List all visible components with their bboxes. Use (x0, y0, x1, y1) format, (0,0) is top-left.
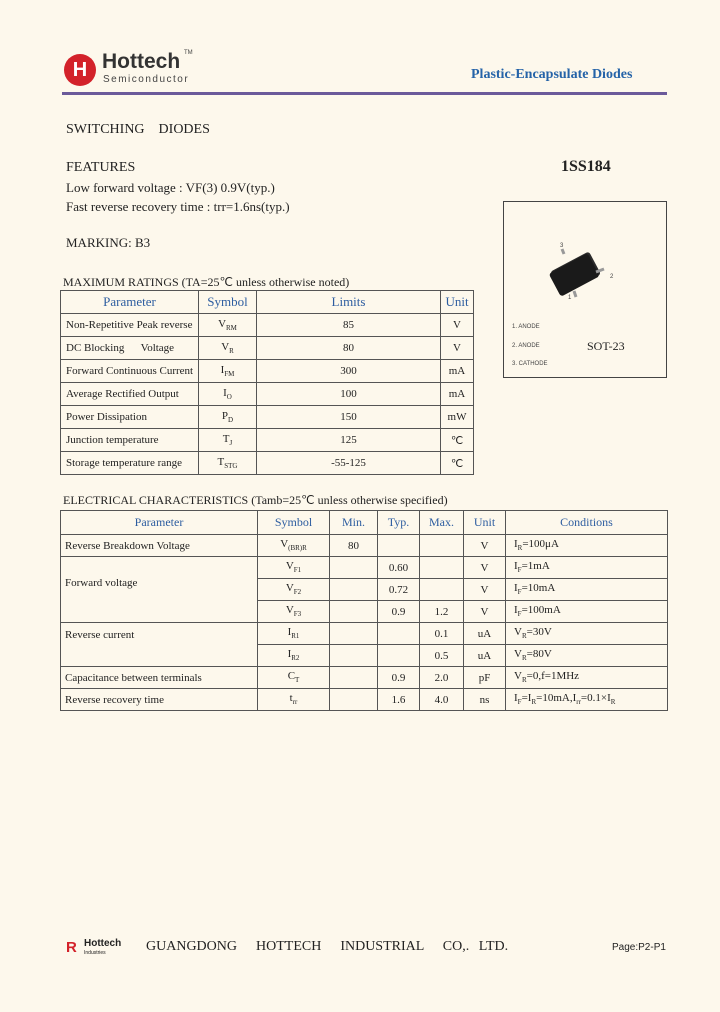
symbol-cell: $P_D$ (199, 406, 257, 429)
max-cell (420, 557, 464, 579)
limit-cell: 125 (257, 429, 441, 452)
max-cell: 4.0 (420, 689, 464, 711)
symbol-cell: $I_{R1}$ (258, 623, 330, 645)
max-cell: 2.0 (420, 667, 464, 689)
pin-number-label: 3 (560, 243, 564, 249)
footer-brand: Hottech (84, 938, 122, 949)
table-header-row (61, 291, 474, 314)
brand-logo-icon: H (64, 54, 96, 86)
symbol-cell: $I_{R2}$ (258, 645, 330, 667)
feature-item: Low forward voltage : VF(3) 0.9V(typ.) (66, 180, 275, 195)
footer-brand-subtitle: Industries (84, 950, 106, 956)
max-cell (420, 579, 464, 601)
param-cell: Reverse recovery time (61, 689, 258, 711)
param-cell: Capacitance between terminals (61, 667, 258, 689)
document-category: Plastic-Encapsulate Diodes (471, 67, 633, 82)
min-cell (330, 601, 378, 623)
marking-code: MARKING: B3 (66, 235, 151, 250)
trademark-mark: TM (184, 50, 193, 56)
typ-cell: 0.9 (378, 601, 420, 623)
page-number: Page:P2-P1 (612, 942, 666, 953)
min-cell (330, 579, 378, 601)
condition-cell: $V_R=0,f=1MHz$ (506, 667, 668, 689)
min-cell (330, 623, 378, 645)
unit-cell: uA (464, 645, 506, 667)
max-cell: 0.5 (420, 645, 464, 667)
min-cell (330, 689, 378, 711)
typ-cell: 1.6 (378, 689, 420, 711)
param-cell: Storage temperature range (61, 452, 199, 475)
footer-company-name: GUANGDONG HOTTECH INDUSTRIAL CO,. LTD. (146, 939, 509, 954)
ratings-title: MAXIMUM RATINGS (TA=25℃ unless otherwise noted) (63, 275, 350, 289)
header-divider (62, 92, 667, 95)
electrical-characteristics-table (60, 510, 668, 711)
condition-cell: $I_F=100mA$ (506, 601, 668, 623)
condition-cell: $I_F=1mA$ (506, 557, 668, 579)
unit-cell: ℃ (441, 452, 474, 475)
feature-item: Fast reverse recovery time : trr=1.6ns(typ.) (66, 199, 290, 214)
symbol-cell: $V_R$ (199, 337, 257, 360)
condition-cell: $V_R=30V$ (506, 623, 668, 645)
features-heading: FEATURES (66, 160, 136, 175)
condition-cell: $I_F=10mA$ (506, 579, 668, 601)
typ-cell: 0.60 (378, 557, 420, 579)
symbol-cell: $V_{F2}$ (258, 579, 330, 601)
unit-cell: ℃ (441, 429, 474, 452)
symbol-cell: $V_{RM}$ (199, 314, 257, 337)
limit-cell: 80 (257, 337, 441, 360)
unit-cell: V (464, 579, 506, 601)
typ-cell (378, 623, 420, 645)
column-header: Conditions (506, 511, 668, 535)
max-cell (420, 535, 464, 557)
package-name: SOT-23 (587, 339, 625, 353)
column-header: Parameter (61, 511, 258, 535)
unit-cell: mA (441, 360, 474, 383)
pin-number-label: 1 (568, 295, 572, 301)
condition-cell: $I_F=I_R=10mA,I_{rr}=0.1\times I_R$ (506, 689, 668, 711)
table-row (61, 667, 668, 689)
param-cell: Non-Repetitive Peak reverse (61, 314, 199, 337)
table-row (61, 689, 668, 711)
document-title: SWITCHING DIODES (66, 122, 210, 137)
column-header: Max. (420, 511, 464, 535)
symbol-cell: $t_{rr}$ (258, 689, 330, 711)
table-row (61, 360, 474, 383)
typ-cell (378, 645, 420, 667)
unit-cell: mA (441, 383, 474, 406)
limit-cell: 85 (257, 314, 441, 337)
unit-cell: V (441, 314, 474, 337)
unit-cell: V (464, 535, 506, 557)
unit-cell: uA (464, 623, 506, 645)
limit-cell: 100 (257, 383, 441, 406)
pin-number-label: 2 (610, 274, 614, 280)
column-header: Min. (330, 511, 378, 535)
param-cell: DC Blocking Voltage (61, 337, 199, 360)
pin-description: 1. ANODE (512, 324, 540, 330)
limit-cell: -55-125 (257, 452, 441, 475)
unit-cell: pF (464, 667, 506, 689)
symbol-cell: $C_T$ (258, 667, 330, 689)
min-cell (330, 557, 378, 579)
param-cell: Junction temperature (61, 429, 199, 452)
column-header: Symbol (199, 291, 257, 314)
table-row (61, 429, 474, 452)
limit-cell: 300 (257, 360, 441, 383)
param-cell: Average Rectified Output (61, 383, 199, 406)
part-number: 1SS184 (561, 158, 611, 175)
maximum-ratings-table (60, 290, 474, 475)
param-cell: Forward Continuous Current (61, 360, 199, 383)
typ-cell: 0.9 (378, 667, 420, 689)
limit-cell: 150 (257, 406, 441, 429)
max-cell: 1.2 (420, 601, 464, 623)
electrical-title: ELECTRICAL CHARACTERISTICS (Tamb=25℃ unless otherwise specified) (63, 493, 448, 507)
table-row (61, 337, 474, 360)
table-row (61, 535, 668, 557)
condition-cell: $I_R=100\mu A$ (506, 535, 668, 557)
column-header: Parameter (61, 291, 199, 314)
sot23-package-icon (504, 202, 666, 377)
symbol-cell: $T_J$ (199, 429, 257, 452)
table-header-row (61, 511, 668, 535)
pin-description: 2. ANODE (512, 343, 540, 349)
symbol-cell: $T_{STG}$ (199, 452, 257, 475)
min-cell (330, 645, 378, 667)
param-cell: Power Dissipation (61, 406, 199, 429)
param-cell: Reverse Breakdown Voltage (61, 535, 258, 557)
typ-cell (378, 535, 420, 557)
table-row (61, 383, 474, 406)
unit-cell: mW (441, 406, 474, 429)
table-row (61, 623, 668, 645)
symbol-cell: $V_{F1}$ (258, 557, 330, 579)
footer-logo-icon: R (66, 939, 77, 956)
table-row (61, 557, 668, 579)
package-diagram (503, 201, 667, 378)
unit-cell: V (464, 601, 506, 623)
param-cell: Forward voltage (61, 557, 258, 623)
symbol-cell: $I_O$ (199, 383, 257, 406)
unit-cell: ns (464, 689, 506, 711)
table-row (61, 406, 474, 429)
min-cell: 80 (330, 535, 378, 557)
column-header: Typ. (378, 511, 420, 535)
brand-name: Hottech (102, 50, 181, 73)
column-header: Unit (441, 291, 474, 314)
param-cell: Reverse current (61, 623, 258, 667)
pin-description: 3. CATHODE (512, 361, 548, 367)
max-cell: 0.1 (420, 623, 464, 645)
column-header: Unit (464, 511, 506, 535)
unit-cell: V (464, 557, 506, 579)
column-header: Symbol (258, 511, 330, 535)
condition-cell: $V_R=80V$ (506, 645, 668, 667)
symbol-cell: $V_{F3}$ (258, 601, 330, 623)
symbol-cell: $V_{(BR)R}$ (258, 535, 330, 557)
table-row (61, 452, 474, 475)
table-row (61, 314, 474, 337)
unit-cell: V (441, 337, 474, 360)
min-cell (330, 667, 378, 689)
symbol-cell: $I_{FM}$ (199, 360, 257, 383)
brand-subtitle: Semiconductor (103, 74, 190, 85)
typ-cell: 0.72 (378, 579, 420, 601)
column-header: Limits (257, 291, 441, 314)
